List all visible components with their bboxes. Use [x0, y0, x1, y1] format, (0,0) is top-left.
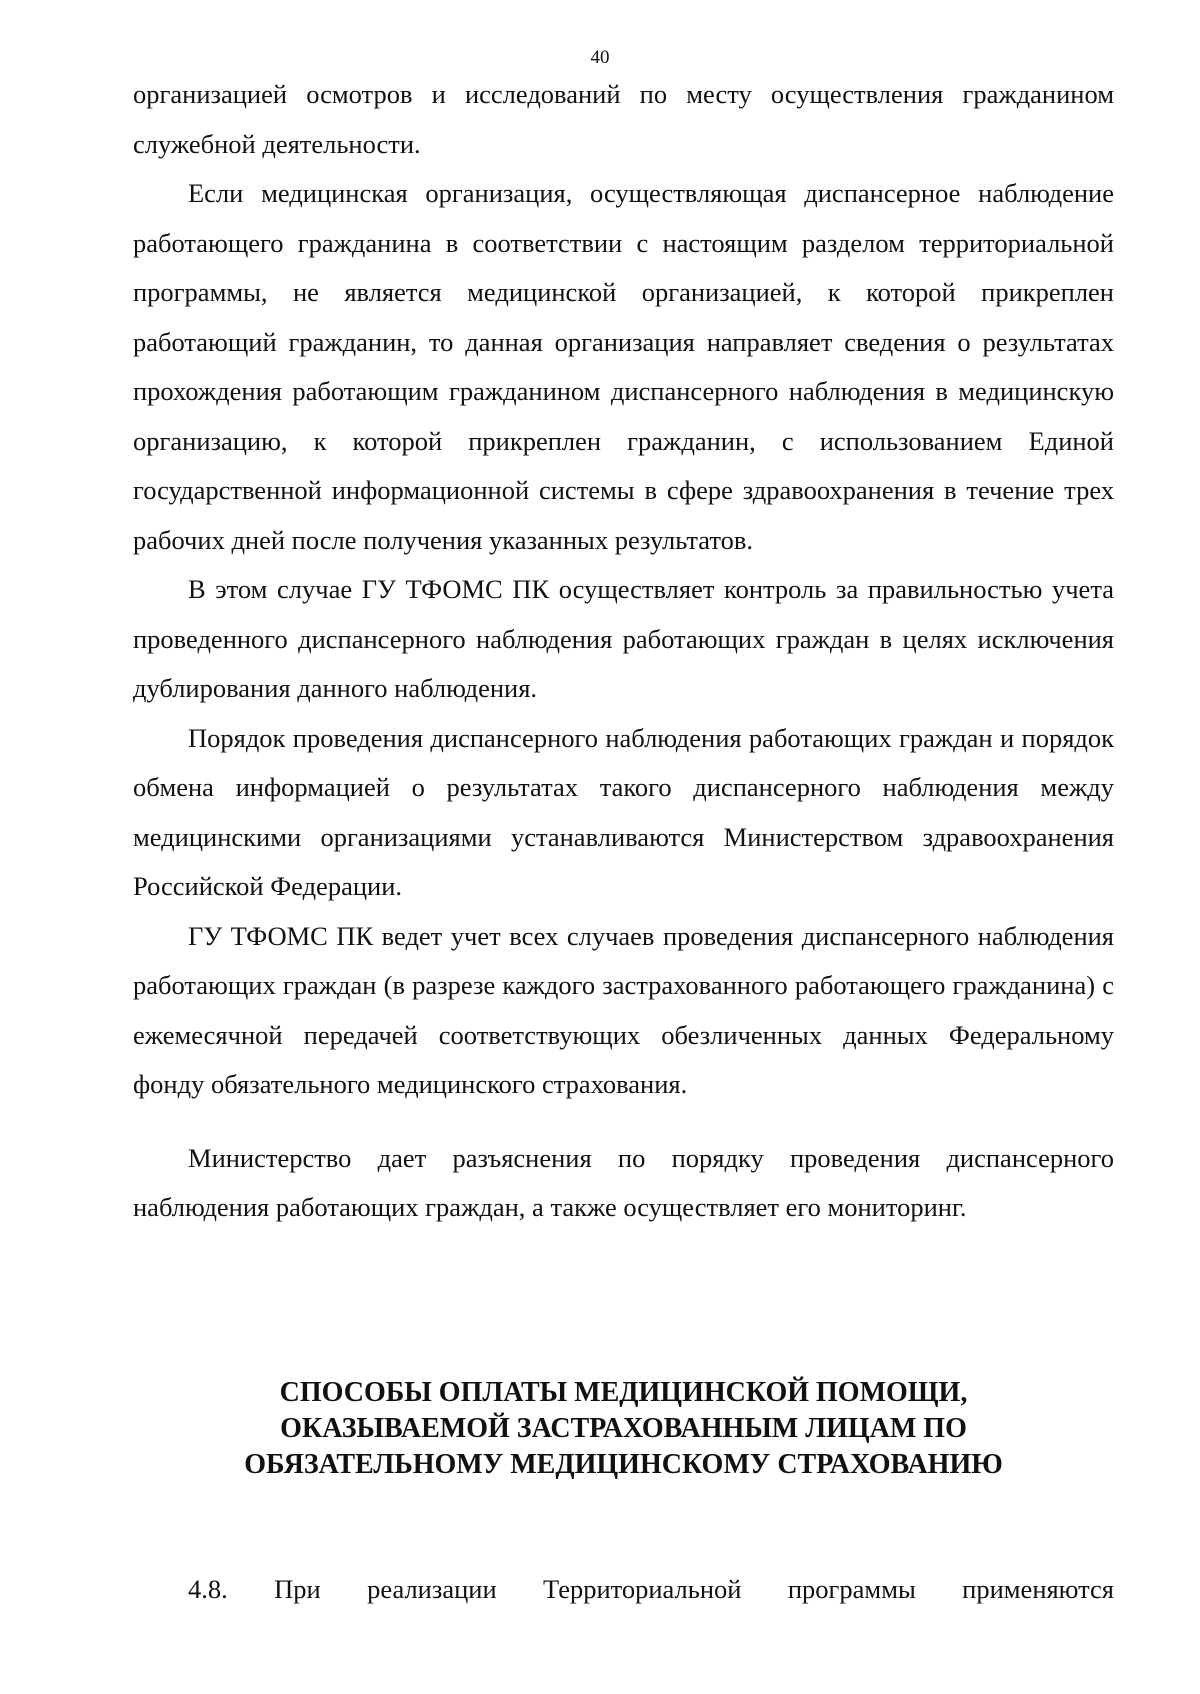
paragraph-tfoms-control: В этом случае ГУ ТФОМС ПК осуществляет контроль за правильностью учета проведенного диспансерного наблюдения работающих граждан в целях исключения дублирования данного наблюдения.: [133, 574, 1114, 703]
paragraph-continuation: организацией осмотров и исследований по месту осуществления гражданином служебной деятельности.: [133, 79, 1114, 159]
clause-word: программы: [787, 1574, 916, 1604]
body-text: [133, 70, 1114, 1233]
clause-number: 4.8.: [188, 1574, 228, 1604]
clause-word: реализации: [367, 1574, 497, 1604]
paragraph-medical-organization: Если медицинская организация, осуществляющая диспансерное наблюдение работающего гражданина в соответствии с настоящим разделом территориальной программы, не является медицинской организацией, к которой прикреплен работающий гражданин, то данная организация направляет сведения о результатах прохождения работающим гражданином диспансерного наблюдения в медицинскую организацию, к которой прикреплен гражданин, с использованием Единой государственной информационной системы в сфере здравоохранения в течение трех рабочих дней после получения указанных результатов.: [133, 178, 1114, 555]
page-number: 40: [590, 47, 610, 68]
paragraph-ministry: Министерство дает разъяснения по порядку проведения диспансерного наблюдения работающих граждан, а также осуществляет его мониторинг.: [133, 1142, 1114, 1222]
section-heading-line: СПОСОБЫ ОПЛАТЫ МЕДИЦИНСКОЙ ПОМОЩИ,: [279, 1377, 968, 1408]
paragraph-tfoms-accounting: ГУ ТФОМС ПК ведет учет всех случаев проведения диспансерного наблюдения работающих граждан (в разрезе каждого застрахованного работающего гражданина) с ежемесячной передачей соответствующих обезличенных данных Федеральному фонду обязательного медицинского страхования.: [133, 920, 1114, 1099]
clause-word: Территориальной: [543, 1574, 742, 1604]
clause-4-8-line: [188, 1565, 1114, 1615]
section-heading: [133, 1375, 1114, 1483]
section-heading-line: ОБЯЗАТЕЛЬНОМУ МЕДИЦИНСКОМУ СТРАХОВАНИЮ: [244, 1449, 1003, 1480]
clause-word: применяются: [962, 1574, 1114, 1604]
paragraph-procedure: Порядок проведения диспансерного наблюдения работающих граждан и порядок обмена информацией о результатах такого диспансерного наблюдения между медицинскими организациями устанавливаются Министерством здравоохранения Российской Федерации.: [133, 722, 1114, 901]
clause-word: При: [274, 1574, 321, 1604]
section-heading-line: ОКАЗЫВАЕМОЙ ЗАСТРАХОВАННЫМ ЛИЦАМ ПО: [280, 1413, 967, 1444]
